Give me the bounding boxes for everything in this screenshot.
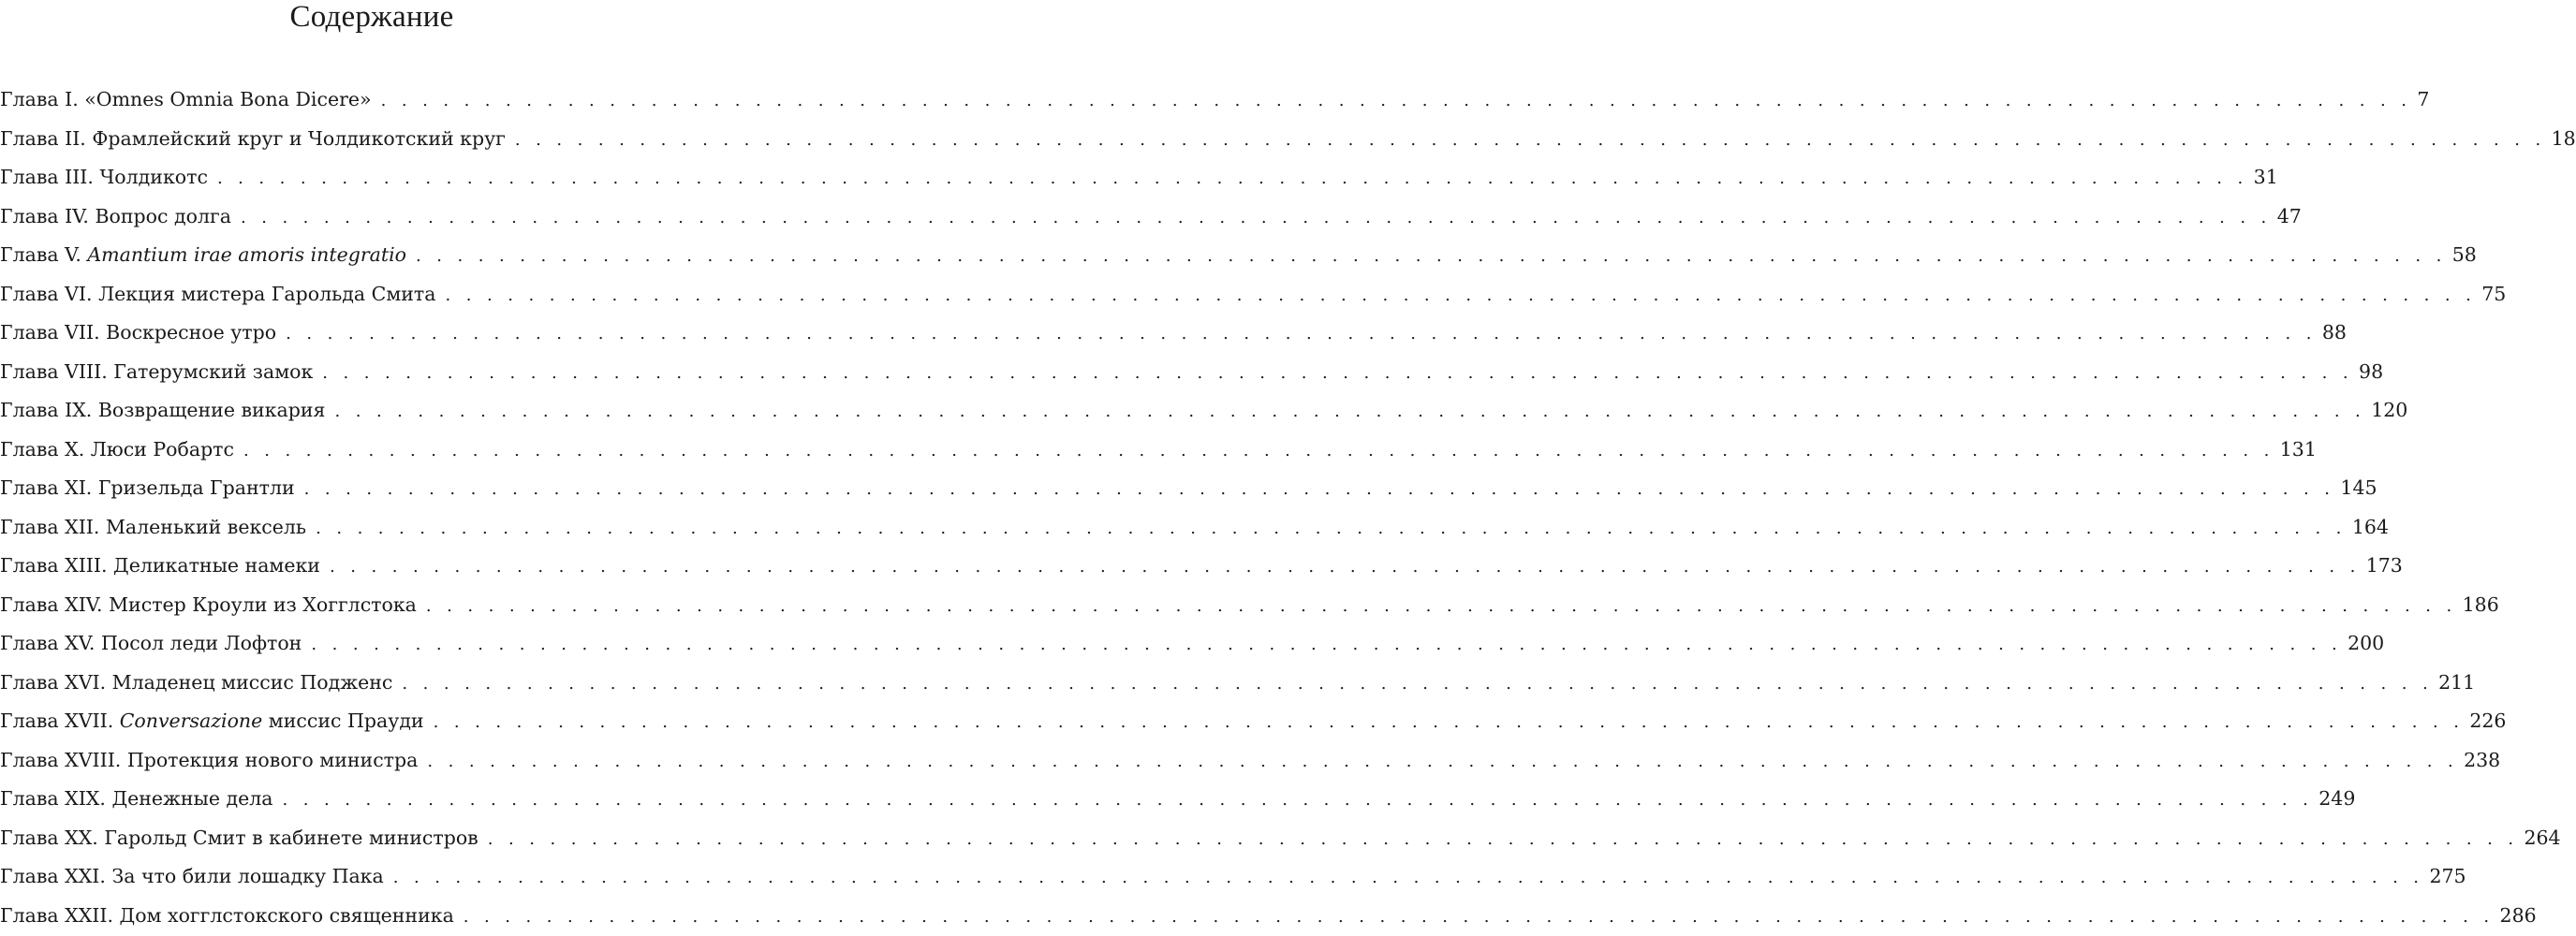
chapter-title: «Omnes Omnia Bona Dicere»: [84, 88, 371, 110]
dot-leader: [311, 625, 2342, 665]
chapter-label: Глава VII.: [0, 321, 100, 344]
chapter-label: Глава IX.: [0, 399, 92, 421]
chapter-label: Глава XX.: [0, 826, 98, 849]
page-number: 120: [2371, 391, 2407, 431]
chapter-title-suffix: миссис Прауди: [262, 709, 423, 732]
chapter-label: Глава I.: [0, 88, 79, 110]
dot-leader: [426, 587, 2457, 626]
chapter-title: Маленький вексель: [106, 516, 306, 538]
page-number: 186: [2463, 586, 2499, 625]
toc-entry[interactable]: [0, 702, 743, 741]
toc-entry-text: [0, 664, 392, 703]
chapter-label: Глава II.: [0, 127, 86, 150]
chapter-title: Гатерумский замок: [113, 360, 313, 383]
dot-leader: [488, 820, 2519, 859]
dot-leader: [283, 781, 2314, 820]
toc-entry-text: [0, 391, 325, 431]
toc-entry[interactable]: [0, 120, 743, 159]
toc-entry-text: [0, 431, 234, 470]
toc-entry-text: [0, 780, 273, 819]
chapter-title: Протекция нового министра: [127, 749, 419, 771]
page-number: 58: [2452, 236, 2477, 275]
toc-entry[interactable]: [0, 469, 743, 508]
chapter-label: Глава IV.: [0, 205, 89, 227]
toc-entry[interactable]: [0, 431, 743, 470]
chapter-label: Глава XXII.: [0, 904, 113, 927]
toc-entry-text: [0, 702, 424, 741]
page-number: 286: [2500, 897, 2537, 936]
page-number: 173: [2366, 547, 2403, 586]
page-number: 211: [2438, 664, 2475, 703]
toc-entry[interactable]: [0, 547, 743, 586]
toc-entry-text: [0, 741, 418, 781]
toc-entry[interactable]: [0, 353, 743, 392]
chapter-title: Воскресное утро: [106, 321, 276, 344]
chapter-label: Глава III.: [0, 166, 94, 188]
toc-entry[interactable]: [0, 508, 743, 548]
page-number: 7: [2417, 80, 2429, 120]
page-number: 47: [2277, 197, 2302, 237]
dot-leader: [434, 703, 2465, 742]
page-number: 264: [2524, 819, 2560, 858]
toc-entry-text: [0, 624, 302, 664]
toc-entry-text: [0, 353, 313, 392]
chapter-title: Мистер Кроули из Хогглстока: [109, 593, 417, 616]
toc-entry-text: [0, 80, 372, 120]
toc-entry-text: [0, 508, 306, 548]
toc-entry-text: [0, 120, 506, 159]
chapter-title: Фрамлейский круг и Чолдикотский круг: [92, 127, 506, 150]
toc-entry[interactable]: [0, 80, 743, 120]
table-of-contents: [0, 80, 743, 935]
toc-entry-text: [0, 236, 406, 275]
chapter-label: Глава XI.: [0, 476, 92, 499]
toc-entry[interactable]: [0, 158, 743, 197]
dot-leader: [304, 470, 2335, 509]
chapter-title: Лекция мистера Гарольда Смита: [98, 283, 435, 305]
dot-leader: [416, 237, 2447, 276]
toc-entry-text: [0, 547, 320, 586]
dot-leader: [330, 548, 2361, 587]
toc-entry-text: [0, 275, 436, 314]
dot-leader: [446, 276, 2477, 315]
toc-entry[interactable]: [0, 857, 743, 897]
dot-leader: [515, 121, 2546, 160]
dot-leader: [217, 159, 2248, 198]
toc-entry-text: [0, 314, 276, 353]
toc-entry-text: [0, 197, 231, 237]
dot-leader: [316, 509, 2347, 548]
toc-entry[interactable]: [0, 624, 743, 664]
page-number: 88: [2322, 314, 2347, 353]
toc-entry[interactable]: [0, 586, 743, 625]
chapter-title: Денежные дела: [111, 787, 272, 810]
chapter-label: Глава X.: [0, 438, 84, 461]
page-number: 145: [2340, 469, 2377, 508]
toc-entry-text: [0, 897, 454, 936]
toc-entry-text: [0, 586, 417, 625]
chapter-title: Посол леди Лофтон: [101, 632, 302, 654]
dot-leader: [464, 898, 2495, 936]
page-number: 31: [2254, 158, 2278, 197]
page-number: 200: [2348, 624, 2384, 664]
page-number: 98: [2359, 353, 2383, 392]
chapter-label: Глава XII.: [0, 516, 99, 538]
chapter-label: Глава XIII.: [0, 554, 108, 577]
chapter-title: Люси Робартс: [91, 438, 234, 461]
contents-heading: Содержание: [0, 0, 743, 34]
dot-leader: [381, 81, 2412, 121]
toc-entry[interactable]: [0, 275, 743, 314]
page-number: 75: [2481, 275, 2506, 314]
chapter-title: Возвращение викария: [98, 399, 326, 421]
chapter-label: Глава VIII.: [0, 360, 108, 383]
chapter-title: Гарольд Смит в кабинете министров: [104, 826, 478, 849]
dot-leader: [241, 198, 2272, 238]
chapter-title: Деликатные намеки: [113, 554, 320, 577]
chapter-label: Глава V.: [0, 243, 81, 266]
toc-entry[interactable]: [0, 819, 743, 858]
dot-leader: [322, 354, 2353, 393]
toc-entry[interactable]: [0, 664, 743, 703]
toc-entry-text: [0, 469, 295, 508]
chapter-title: Младенец миссис Подженс: [112, 671, 393, 694]
book-page: [0, 0, 743, 919]
toc-entry[interactable]: [0, 236, 743, 275]
page-number: 164: [2352, 508, 2389, 548]
toc-entry[interactable]: [0, 741, 743, 781]
page-number: 275: [2429, 857, 2466, 897]
chapter-label: Глава XIX.: [0, 787, 106, 810]
chapter-title: Conversazione: [120, 709, 263, 732]
chapter-label: Глава XVIII.: [0, 749, 121, 771]
chapter-label: Глава XVI.: [0, 671, 106, 694]
toc-entry[interactable]: [0, 897, 743, 936]
toc-entry-text: [0, 819, 478, 858]
chapter-label: Глава XVII.: [0, 709, 113, 732]
chapter-label: Глава XV.: [0, 632, 95, 654]
chapter-title: Гризельда Грантли: [98, 476, 295, 499]
dot-leader: [286, 314, 2317, 354]
chapter-title: Вопрос долга: [95, 205, 230, 227]
chapter-title: За что били лошадку Пака: [111, 865, 383, 887]
dot-leader: [334, 392, 2365, 431]
chapter-label: Глава XXI.: [0, 865, 106, 887]
chapter-title: Amantium irae amoris integratio: [87, 243, 406, 266]
chapter-title: Чолдикотс: [99, 166, 207, 188]
page-number: 238: [2464, 741, 2500, 781]
page-number: 131: [2280, 431, 2317, 470]
page-number: 18: [2552, 120, 2576, 159]
dot-leader: [393, 858, 2424, 898]
toc-entry[interactable]: [0, 391, 743, 431]
toc-entry-text: [0, 158, 208, 197]
page-number: 226: [2469, 702, 2506, 741]
dot-leader: [427, 742, 2458, 782]
page-number: 249: [2318, 780, 2355, 819]
dot-leader: [402, 665, 2433, 704]
toc-entry[interactable]: [0, 314, 743, 353]
toc-entry[interactable]: [0, 780, 743, 819]
chapter-label: Глава XIV.: [0, 593, 103, 616]
chapter-title: Дом хогглстокского священника: [120, 904, 454, 927]
toc-entry-text: [0, 857, 384, 897]
dot-leader: [243, 431, 2274, 471]
toc-entry[interactable]: [0, 197, 743, 237]
chapter-label: Глава VI.: [0, 283, 93, 305]
